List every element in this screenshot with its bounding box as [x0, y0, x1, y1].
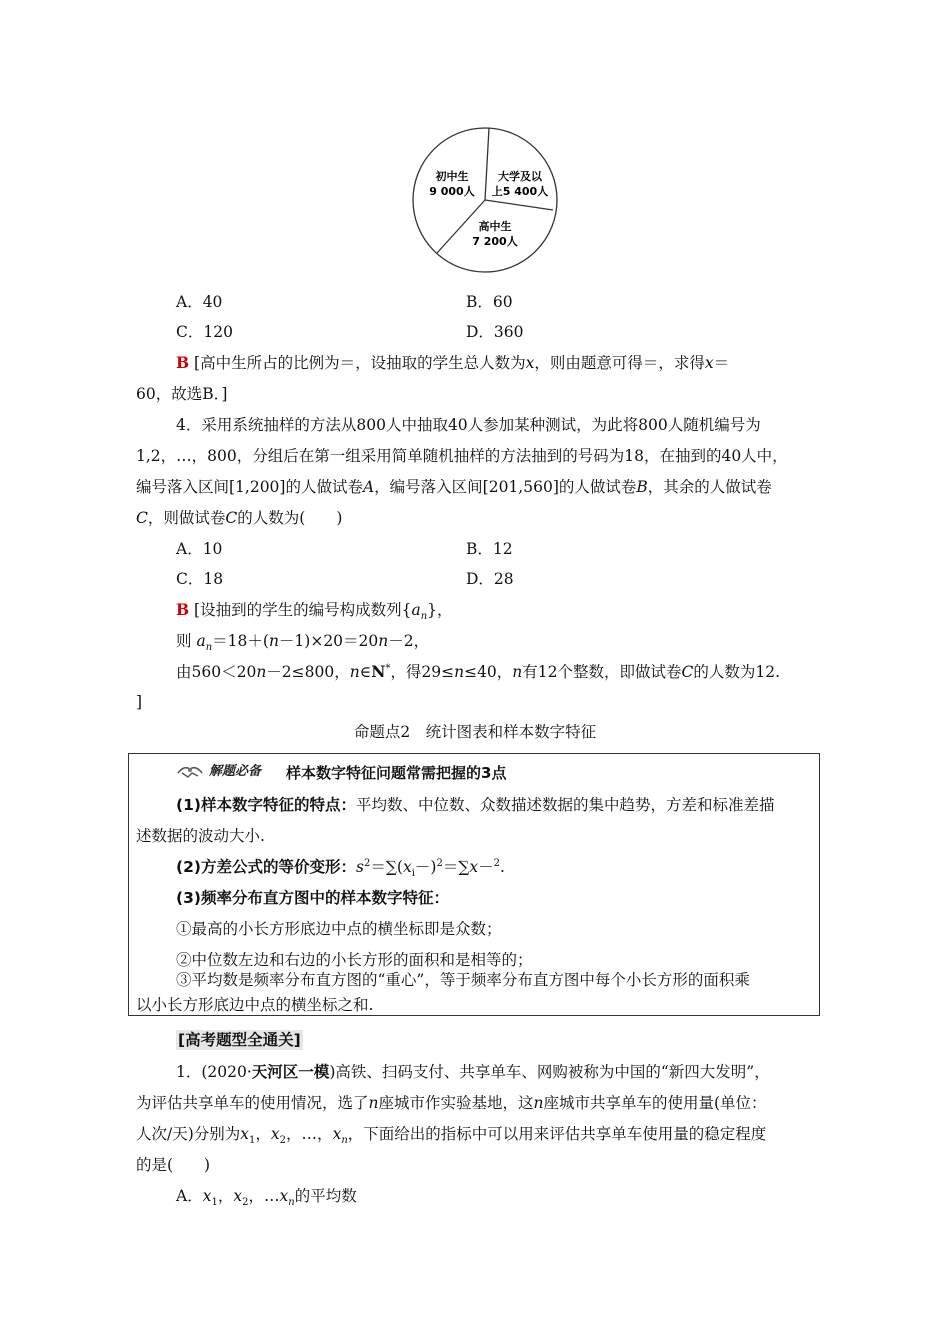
tips-heading: 样本数字特征问题常需把握的3点	[286, 764, 507, 782]
q4-var: C	[225, 509, 238, 527]
q1-var: x	[270, 1125, 280, 1143]
q1-text: ，…	[248, 1187, 280, 1205]
section-title: 命题点2 统计图表和样本数字特征	[353, 723, 597, 741]
q4-solution-line1	[176, 600, 453, 623]
q4-text: ，其余的人做试卷	[647, 478, 772, 496]
tips-point-2	[176, 857, 505, 880]
q3-explain-text: [高中生所占的比例为＝，设抽取的学生总人数为	[194, 354, 526, 372]
tips-point-1-title: (1)样本数字特征的特点：	[176, 796, 356, 814]
q1-var: x	[279, 1187, 289, 1205]
q4-sol-sub: n	[205, 642, 213, 653]
q4-answer: B	[176, 600, 190, 619]
q1-sub: n	[341, 1135, 348, 1146]
tips-point-3-item-3-line2: 以小长方形底边中点的横坐标之和.	[136, 996, 374, 1014]
q3-option-d: D．360	[466, 323, 524, 341]
q3-explain-text: ＝	[713, 354, 730, 372]
pie-chart	[410, 125, 560, 275]
tips-point-3: (3)频率分布直方图中的样本数字特征：	[176, 889, 449, 907]
q1-sub: n	[288, 1197, 295, 1208]
q1-text: ，	[217, 1187, 234, 1205]
q3-explanation	[176, 353, 729, 373]
q1-text: ，…，	[286, 1125, 333, 1143]
formula-part: 2	[493, 858, 501, 869]
q1-var: x	[202, 1187, 212, 1205]
q4-sol-var: a	[196, 632, 206, 650]
q4-var: B	[636, 478, 648, 496]
q1-stem-line4: 的是( )	[136, 1156, 211, 1174]
q4-solution-line4: ]	[136, 693, 143, 711]
q4-sol-var: a	[411, 601, 421, 619]
q3-option-b: B．60	[466, 293, 513, 311]
formula-part: ＝∑	[442, 858, 470, 876]
q1-text: 为评估共享单车的使用情况，选了	[136, 1094, 369, 1112]
q4-sol-sub: n	[420, 611, 428, 622]
q4-sol-var: n	[256, 663, 267, 681]
q4-text: 编号落入区间[1,200]的人做试卷	[136, 478, 363, 496]
pie-label-junior-value: 9 000人	[429, 185, 475, 198]
q4-sol-text: 的人数为12.	[693, 663, 781, 681]
q4-sol-text: 则	[176, 632, 192, 650]
q4-sol-var: n	[378, 632, 389, 650]
tips-point-2-title: (2)方差公式的等价变形：	[176, 858, 356, 876]
q4-sol-text: －2≤800，	[266, 663, 350, 681]
q4-sol-text: ＝18＋(	[212, 632, 269, 650]
q4-sol-var: n	[512, 663, 523, 681]
handshake-icon	[176, 763, 204, 779]
q3-explain-var: x	[525, 354, 535, 372]
q4-stem-line3	[136, 477, 772, 497]
tips-point-3-item-2: ②中位数左边和右边的小长方形的面积和是相等的；	[176, 951, 533, 969]
tips-point-1-text: 平均数、中位数、众数描述数据的集中趋势，方差和标准差描	[355, 796, 775, 814]
q4-text: ，则做试卷	[147, 509, 226, 527]
tips-badge-label: 解题必备	[208, 764, 261, 779]
tips-point-1	[176, 795, 774, 815]
q4-stem-line2: 1,2，…，800，分组后在第一组采用简单随机抽样的方法抽到的号码为18，在抽到的40人中，	[136, 447, 788, 465]
q4-text: ，编号落入区间[201,560]的人做试卷	[374, 478, 637, 496]
q3-option-a: A．40	[176, 293, 223, 311]
q4-text: 的人数为( )	[237, 509, 343, 527]
q4-sol-var: n	[349, 663, 360, 681]
q1-stem-line2	[136, 1093, 767, 1113]
q1-source: 天河区一模	[251, 1063, 330, 1081]
q4-sol-text: －2，	[388, 632, 430, 650]
formula-part: 2	[363, 858, 371, 869]
q1-text: 的平均数	[294, 1187, 357, 1205]
formula-part: ＝∑(	[370, 858, 403, 876]
q4-sol-text: －1)×20＝20	[278, 632, 379, 650]
tips-point-1-line2: 述数据的波动大小.	[136, 827, 265, 845]
tips-point-3-item-3: ③平均数是频率分布直方图的“重心”，等于频率分布直方图中每个小长方形的面积乘	[176, 971, 750, 989]
q1-text: 座城市作实验基地，这	[378, 1094, 534, 1112]
pie-label-senior-value: 7 200人	[472, 235, 518, 248]
q4-solution-line2	[176, 631, 429, 654]
q4-var: C	[136, 509, 148, 527]
q4-sol-text: ≤40，	[464, 663, 513, 681]
q1-text: 座城市共享单车的使用量(单位：	[543, 1094, 767, 1112]
q1-text: ，下面给出的指标中可以用来评估共享单车使用量的稳定程度	[347, 1125, 767, 1143]
q3-explanation-line2: 60，故选B．]	[136, 385, 228, 403]
q4-sol-text: [设抽到的学生的编号构成数列{	[194, 601, 412, 619]
q1-var: x	[233, 1187, 243, 1205]
q3-option-c: C．120	[176, 323, 233, 341]
q4-sol-text: 由560＜20	[176, 663, 257, 681]
q4-sol-var: n	[454, 663, 465, 681]
q1-text: 1．(2020·	[176, 1063, 252, 1081]
pie-label-college-value: 上5 400人	[491, 185, 549, 198]
pie-label-senior-name: 高中生	[478, 220, 512, 233]
q4-sol-text: ，得29≤	[390, 663, 455, 681]
q4-stem-line1: 4．采用系统抽样的方法从800人中抽取40人参加某种测试，为此将800人随机编号为	[176, 416, 761, 434]
q3-explain-text: ，则由题意可得＝，求得	[534, 354, 705, 372]
q1-sub: 1	[249, 1135, 256, 1146]
q4-option-d: D．28	[466, 570, 514, 588]
q4-option-c: C．18	[176, 570, 224, 588]
q4-sol-set: N	[371, 662, 386, 681]
formula-part: i	[411, 868, 415, 879]
q4-sol-var: n	[268, 632, 279, 650]
q3-explain-var: x	[704, 354, 714, 372]
tips-badge	[176, 760, 261, 782]
formula-part: －	[478, 858, 494, 876]
q4-option-a: A．10	[176, 540, 223, 558]
q4-sol-text: ∈	[359, 663, 372, 681]
q1-text: 人次/天)分别为	[136, 1125, 241, 1143]
formula-part: －)	[414, 858, 437, 876]
q4-solution-line3	[176, 662, 780, 685]
formula-part: 2	[436, 858, 443, 869]
q4-sol-var: C	[681, 663, 694, 681]
pie-label-college-name: 大学及以	[498, 170, 542, 183]
formula-part: s	[355, 858, 364, 876]
q4-option-b: B．12	[466, 540, 513, 558]
q1-var: n	[533, 1094, 544, 1112]
q1-var: x	[332, 1125, 342, 1143]
q1-sub: 2	[242, 1197, 249, 1208]
q4-stem-line4	[136, 508, 342, 528]
q1-text: )高铁、扫码支付、共享单车、网购被称为中国的“新四大发明”，	[329, 1063, 770, 1081]
q3-answer: B	[176, 353, 190, 372]
q1-stem-line1	[176, 1062, 770, 1082]
pie-label-junior-name: 初中生	[435, 170, 469, 183]
q4-sol-text: 有12个整数，即做试卷	[522, 663, 682, 681]
q1-text: A．	[176, 1187, 203, 1205]
tips-point-3-item-1: ①最高的小长方形底边中点的横坐标即是众数；	[176, 920, 502, 938]
q1-var: x	[240, 1125, 250, 1143]
q1-text: ，	[255, 1125, 271, 1143]
formula-part: .	[500, 858, 505, 876]
q4-var: A	[362, 478, 375, 496]
q4-sol-sup: *	[385, 663, 391, 674]
q1-stem-line3	[136, 1124, 766, 1147]
exam-tag: [高考题型全通关]	[178, 1031, 301, 1049]
q1-option-a	[176, 1186, 357, 1209]
formula-part: x	[469, 858, 479, 876]
q1-sub: 2	[279, 1135, 287, 1146]
q1-var: n	[368, 1094, 379, 1112]
q4-sol-text: }，	[427, 601, 453, 619]
formula-part: x	[402, 858, 412, 876]
q1-sub: 1	[211, 1197, 218, 1208]
